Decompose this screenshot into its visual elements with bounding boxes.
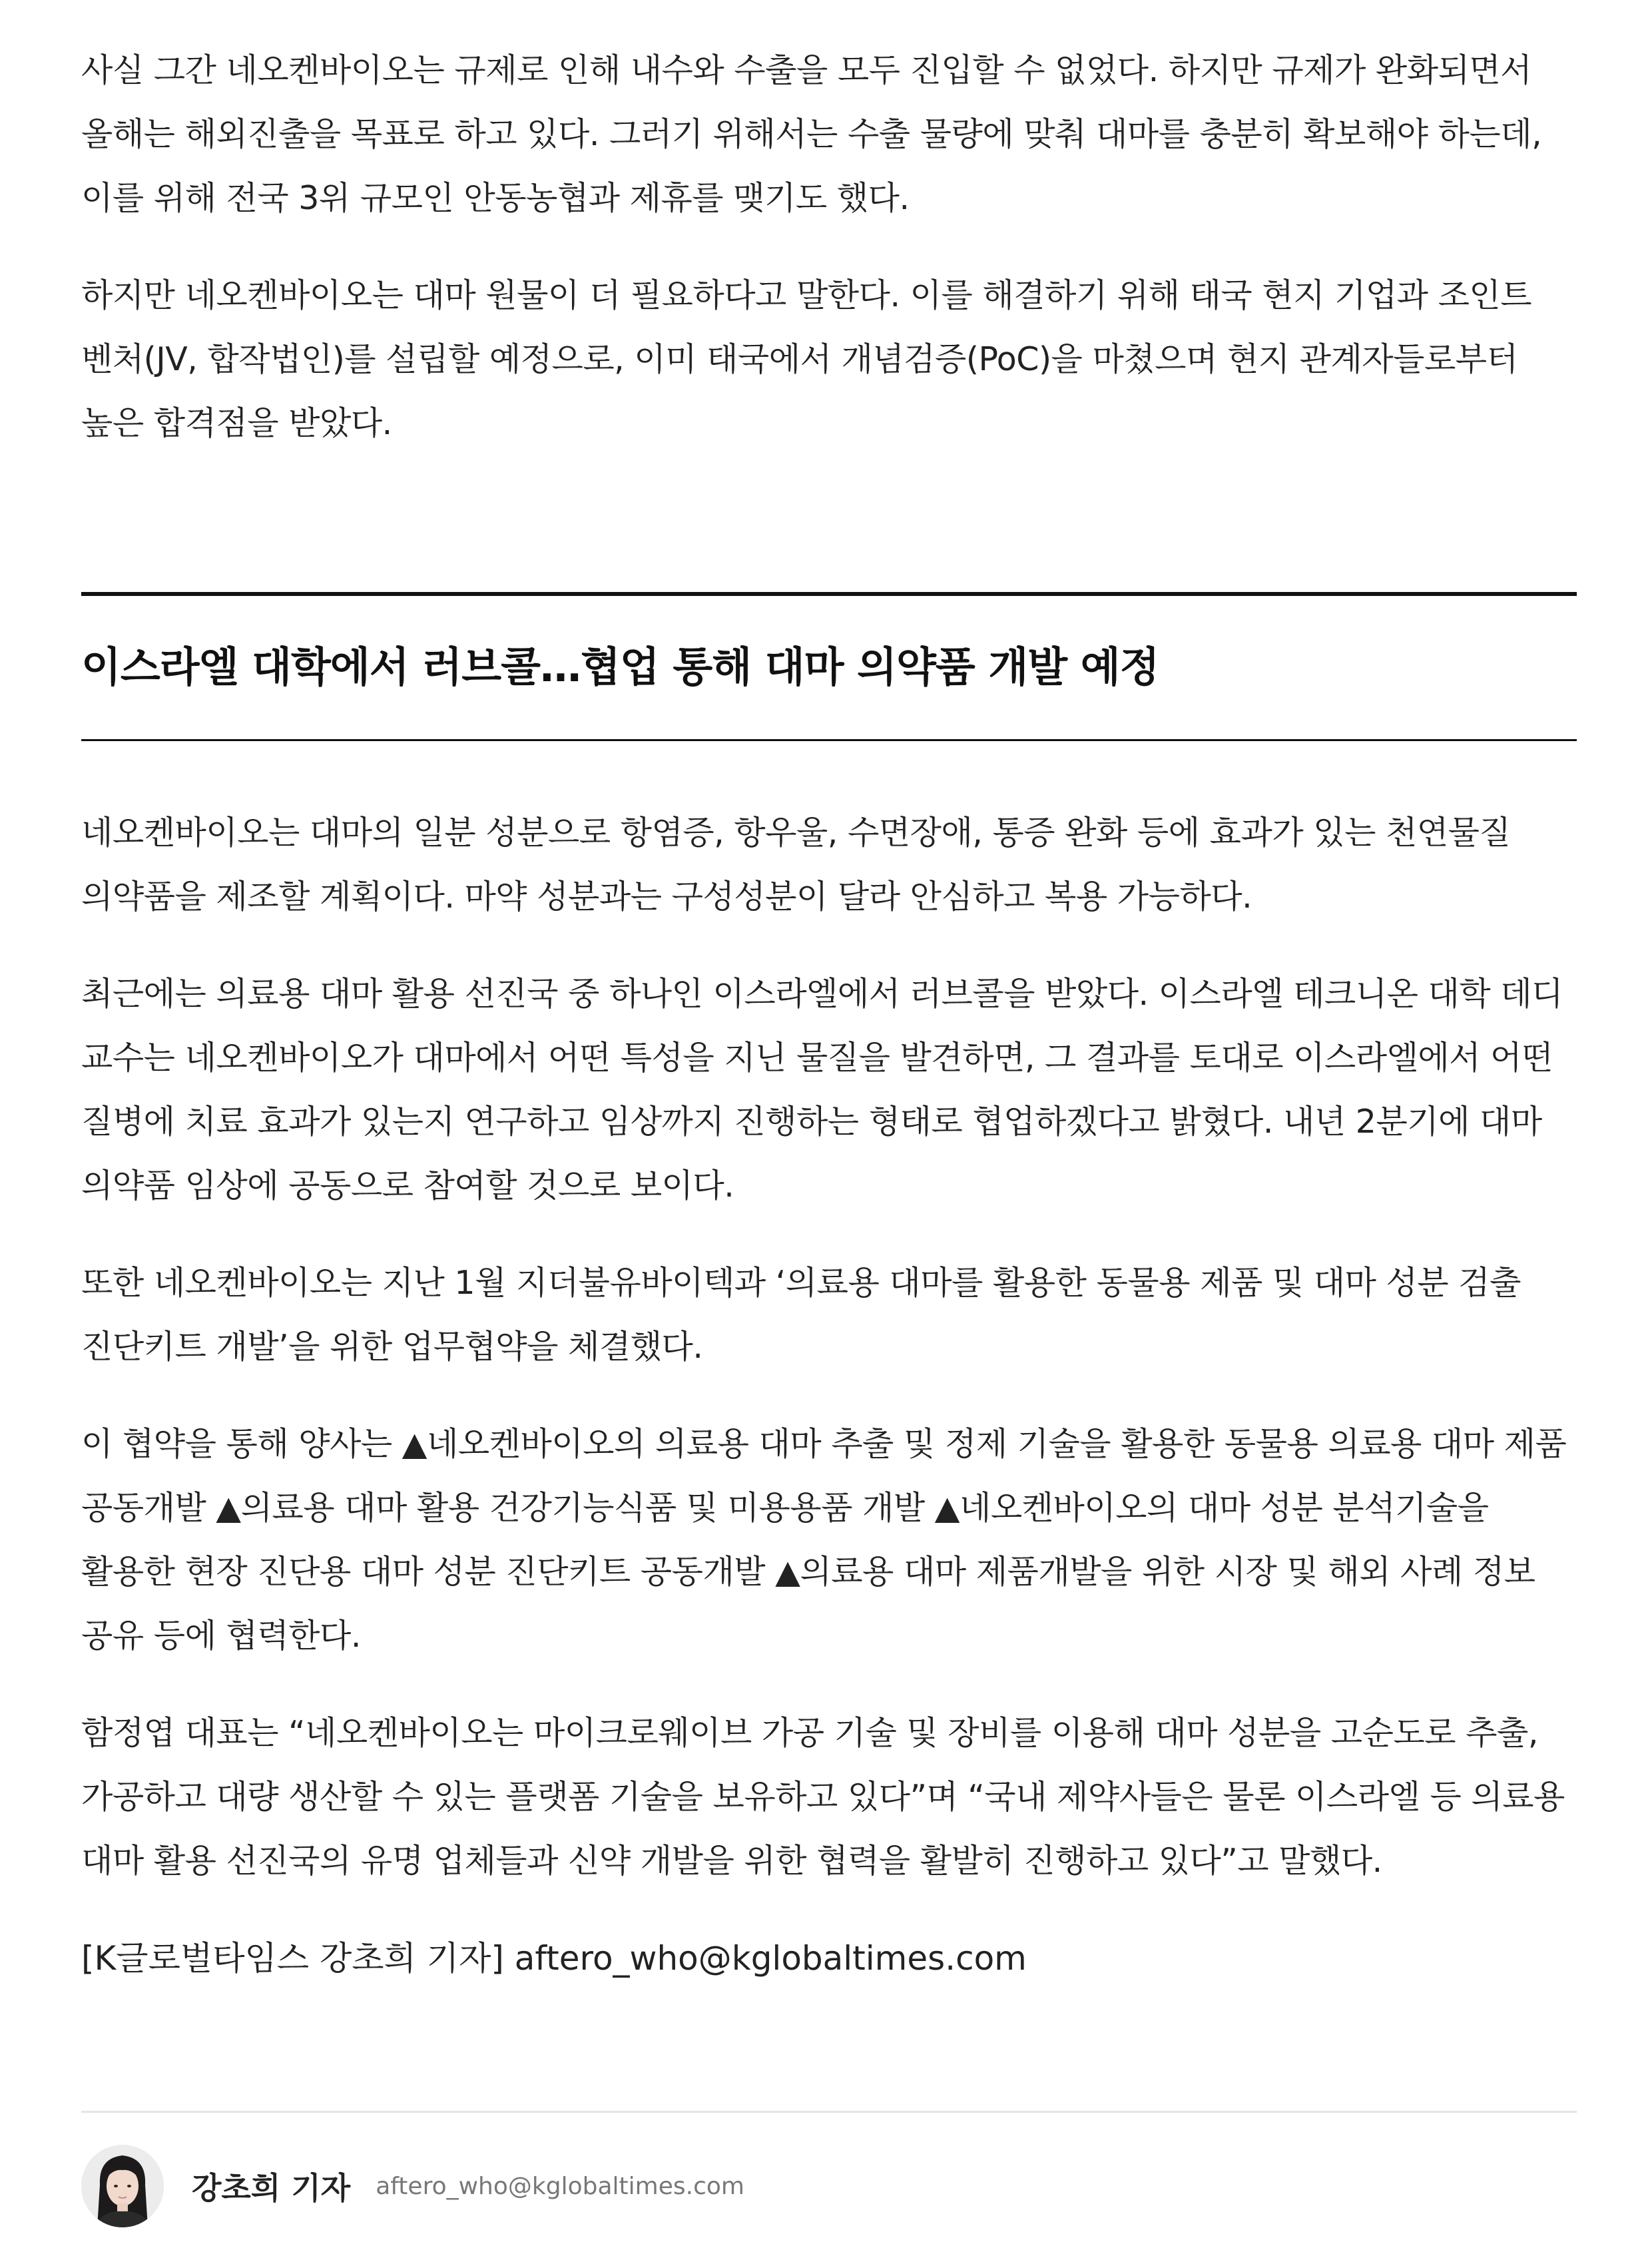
paragraph: 사실 그간 네오켄바이오는 규제로 인해 내수와 수출을 모두 진입할 수 없었다. 하지만 규제가 완화되면서 올해는 해외진출을 목표로 하고 있다. 그러기 위해서는 수출 물량에 맞춰 대마를 충분히 확보해야 하는데, 이를 위해 전국 3위 규모인 안동농협과 제휴를 맺기도 했다. bbox=[81, 51, 1542, 217]
article-byline: [K글로벌타임스 강초희 기자] aftero_who@kglobaltimes.com bbox=[81, 1939, 1027, 1978]
paragraph: 또한 네오켄바이오는 지난 1월 지더불유바이텍과 ‘의료용 대마를 활용한 동물용 제품 및 대마 성분 검출 진단키트 개발’을 위한 업무협약을 체결했다. bbox=[81, 1264, 1521, 1366]
author-box bbox=[81, 2143, 744, 2229]
article-body bbox=[81, 39, 1577, 1990]
author-name[interactable]: 강초희 기자 bbox=[192, 2170, 351, 2206]
paragraph: 함정엽 대표는 “네오켄바이오는 마이크로웨이브 가공 기술 및 장비를 이용해 대마 성분을 고순도로 추출, 가공하고 대량 생산할 수 있는 플랫폼 기술을 보유하고 있다”며 “국내 제약사들은 물론 이스라엘 등 의료용 대마 활용 선진국의 유명 업체들과 신약 개발을 위한 협력을 활발히 진행하고 있다”고 말했다. bbox=[81, 1714, 1565, 1880]
subheading-block bbox=[81, 592, 1577, 741]
article-subheading: 이스라엘 대학에서 러브콜…협업 통해 대마 의약품 개발 예정 bbox=[81, 643, 1159, 691]
author-divider bbox=[81, 2111, 1577, 2113]
section-spacer bbox=[81, 489, 1577, 592]
paragraph: 하지만 네오켄바이오는 대마 원물이 더 필요하다고 말한다. 이를 해결하기 위해 태국 현지 기업과 조인트 벤처(JV, 합작법인)를 설립할 예정으로, 이미 태국에서 개념검증(PoC)을 마쳤으며 현지 관계자들로부터 높은 합격점을 받았다. bbox=[81, 276, 1532, 442]
paragraph: 네오켄바이오는 대마의 일분 성분으로 항염증, 항우울, 수면장애, 통증 완화 등에 효과가 있는 천연물질 의약품을 제조할 계획이다. 마약 성분과는 구성성분이 달라 안심하고 복용 가능하다. bbox=[81, 814, 1511, 916]
author-email[interactable]: aftero_who@kglobaltimes.com bbox=[376, 2172, 744, 2200]
avatar[interactable] bbox=[81, 2145, 164, 2227]
paragraph: 최근에는 의료용 대마 활용 선진국 중 하나인 이스라엘에서 러브콜을 받았다. 이스라엘 테크니온 대학 데디 교수는 네오켄바이오가 대마에서 어떤 특성을 지닌 물질을 발견하면, 그 결과를 토대로 이스라엘에서 어떤 질병에 치료 효과가 있는지 연구하고 임상까지 진행하는 형태로 협업하겠다고 밝혔다. 내년 2분기에 대마 의약품 임상에 공동으로 참여할 것으로 보이다. bbox=[81, 975, 1563, 1205]
reporter-photo-icon bbox=[81, 2145, 164, 2227]
paragraph: 이 협약을 통해 양사는 ▲네오켄바이오의 의료용 대마 추출 및 정제 기술을 활용한 동물용 의료용 대마 제품 공동개발 ▲의료용 대마 활용 건강기능식품 및 미용용품 개발 ▲네오켄바이오의 대마 성분 분석기술을 활용한 현장 진단용 대마 성분 진단키트 공동개발 ▲의료용 대마 제품개발을 위한 시장 및 해외 사례 정보 공유 등에 협력한다. bbox=[81, 1425, 1567, 1655]
